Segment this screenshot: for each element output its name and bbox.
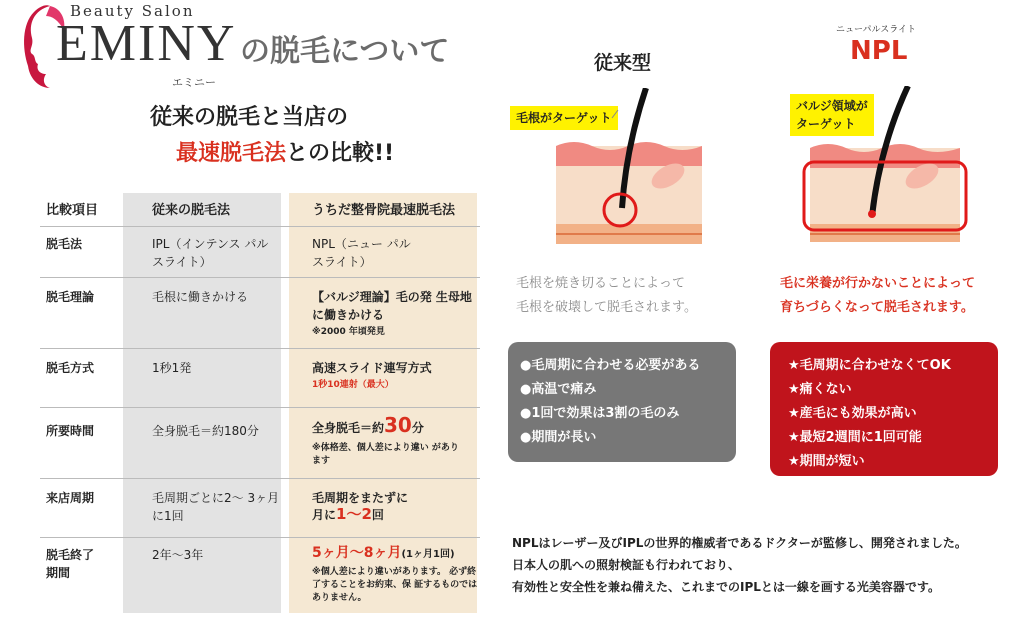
brand-kana: エミニー xyxy=(172,76,216,89)
npl-desc xyxy=(780,272,975,320)
row-label: 所要時間 xyxy=(46,424,95,438)
subtitle-highlight: 最速脱毛法 xyxy=(176,141,287,166)
subtitle-rest: との比較!! xyxy=(286,141,395,166)
header-conventional: 従来の脱毛法 xyxy=(152,203,231,218)
list-item: ★産毛にも効果が高い xyxy=(788,406,917,421)
conventional-desc-line: 毛根を破壊して脱毛されます。 xyxy=(516,300,697,315)
list-item: ★期間が短い xyxy=(788,454,865,469)
brand-logo: EMINY xyxy=(56,15,237,72)
list-item: ●期間が長い xyxy=(520,430,597,445)
npl-time-post: 分 xyxy=(411,421,424,435)
list-item: ●毛周期に合わせる必要がある xyxy=(520,358,701,373)
conventional-label: 従来型 xyxy=(594,52,652,74)
row-conventional: IPL（インテンス パルスライト） xyxy=(152,237,269,269)
npl-desc-line: 育ちづらくなって脱毛されます。 xyxy=(780,300,974,315)
npl-points-box xyxy=(770,342,998,476)
row-label: 来店周期 xyxy=(46,491,95,505)
row-conventional: 1秒1発 xyxy=(152,361,192,375)
row-label: 脱毛方式 xyxy=(46,361,95,375)
row-npl-2 xyxy=(312,505,482,524)
table-row xyxy=(40,538,480,614)
npl-cycle-pre: 月に xyxy=(312,508,337,522)
npl-skin-diagram xyxy=(800,86,970,250)
npl-callout-line: バルジ領域が xyxy=(796,99,868,113)
subtitle-line1: 従来の脱毛と当店の xyxy=(150,105,349,130)
row-conventional: 全身脱毛＝約180分 xyxy=(152,424,259,438)
npl-time-value: 30 xyxy=(384,413,412,437)
header-npl: うちだ整骨院最速脱毛法 xyxy=(312,203,456,218)
table-header-row xyxy=(40,196,480,227)
footer-line: 有効性と安全性を兼ね備えた、これまでのIPLとは一線を画する光美容器です。 xyxy=(512,580,940,594)
conventional-desc xyxy=(516,272,697,320)
npl-small-label: ニューパルスライト xyxy=(836,25,917,35)
conventional-desc-line: 毛根を焼き切ることによって xyxy=(516,276,686,291)
npl-cycle-value: 1～2 xyxy=(336,505,372,523)
row-npl-note: ※2000 年頃発見 xyxy=(312,327,385,337)
table-row xyxy=(40,349,480,408)
row-npl: NPL（ニュー パルスライト） xyxy=(312,237,411,269)
footer-note xyxy=(512,532,967,598)
row-npl-note: 1秒10連射（最大） xyxy=(312,380,394,390)
table-row xyxy=(40,278,480,349)
page-title: の脱毛について xyxy=(240,34,450,69)
list-item: ●高温で痛み xyxy=(520,382,597,397)
npl-time-pre: 全身脱毛＝約 xyxy=(312,421,385,435)
list-item: ●1回で効果は3割の毛のみ xyxy=(520,406,680,421)
row-conventional: 毛周期ごとに2～ 3ヶ月に1回 xyxy=(152,491,280,523)
npl-label: NPL xyxy=(850,36,908,66)
row-npl xyxy=(312,544,482,564)
list-item: ★痛くない xyxy=(788,382,852,397)
npl-period-post: (1ヶ月1回) xyxy=(401,549,455,560)
row-npl-note: ※体格差、個人差により違い があります xyxy=(312,443,459,466)
npl-cycle-post: 回 xyxy=(371,508,384,522)
row-label: 脱毛終了 期間 xyxy=(46,548,95,580)
row-npl: 【バルジ理論】毛の発 生母地に働きかける xyxy=(312,290,472,322)
conventional-skin-diagram xyxy=(556,88,702,250)
footer-line: NPLはレーザー及びIPLの世界的権威者であるドクターが監修し、開発されました。 xyxy=(512,536,967,550)
beauty-salon-text: Beauty Salon xyxy=(70,2,195,20)
table-row xyxy=(40,479,480,538)
row-npl: 毛周期をまたずに xyxy=(312,491,409,505)
npl-period-value: 5ヶ月～8ヶ月 xyxy=(312,545,402,561)
list-item: ★毛周期に合わせなくてOK xyxy=(788,358,951,373)
npl-desc-line: 毛に栄養が行かないことによって xyxy=(780,276,976,291)
table-row xyxy=(40,227,480,278)
row-npl xyxy=(312,413,482,437)
row-conventional: 毛根に働きかける xyxy=(152,290,249,304)
row-conventional: 2年～3年 xyxy=(152,548,204,562)
header-item: 比較項目 xyxy=(46,203,99,218)
list-item: ★最短2週間に1回可能 xyxy=(788,430,922,445)
subtitle-line2 xyxy=(176,136,394,167)
row-npl: 高速スライド連写方式 xyxy=(312,361,432,375)
table-row xyxy=(40,408,480,479)
npl-callout-line: ターゲット xyxy=(796,117,856,131)
row-npl-note: ※個人差により違いがあります。 必ず終了することをお約束、保 証するものではありません。 xyxy=(312,567,478,603)
conventional-points-box xyxy=(508,342,736,462)
footer-line: 日本人の肌への照射検証も行われており、 xyxy=(512,558,741,572)
row-label: 脱毛法 xyxy=(46,237,83,251)
conventional-callout: 毛根がターゲット xyxy=(510,106,618,130)
row-label: 脱毛理論 xyxy=(46,290,95,304)
